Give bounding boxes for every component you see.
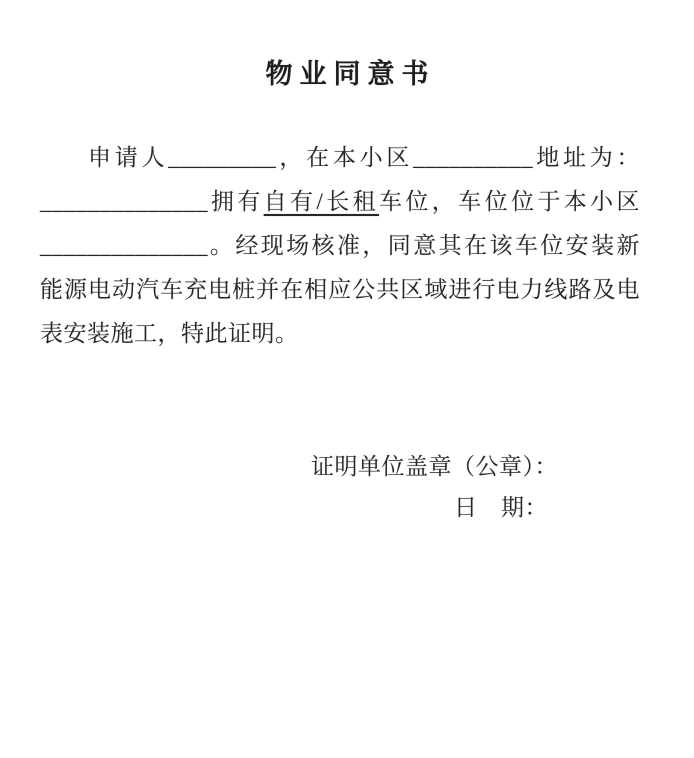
body-line-applicant: 申请人_________，在本小区__________地址为：	[88, 145, 640, 170]
parking-type-suffix: 车位，车位位于本小区	[379, 189, 641, 214]
ownership-type-underlined: 自有/长租	[263, 189, 380, 214]
body-line-closing: 表安装施工，特此证明。	[40, 321, 299, 346]
body-line-installation: 能源电动汽车充电桩并在相应公共区域进行电力线路及电	[40, 277, 640, 302]
parking-type-prefix: ______________拥有	[40, 189, 264, 214]
stamp-label: 证明单位盖章（公章）：	[311, 454, 558, 479]
body-line-approval: ______________。经现场核准，同意其在该车位安装新	[40, 233, 640, 258]
document-body	[40, 136, 640, 356]
date-label: 日 期：	[454, 495, 548, 520]
document-title: 物业同意书	[265, 59, 436, 89]
body-line-parking-type	[40, 180, 640, 224]
